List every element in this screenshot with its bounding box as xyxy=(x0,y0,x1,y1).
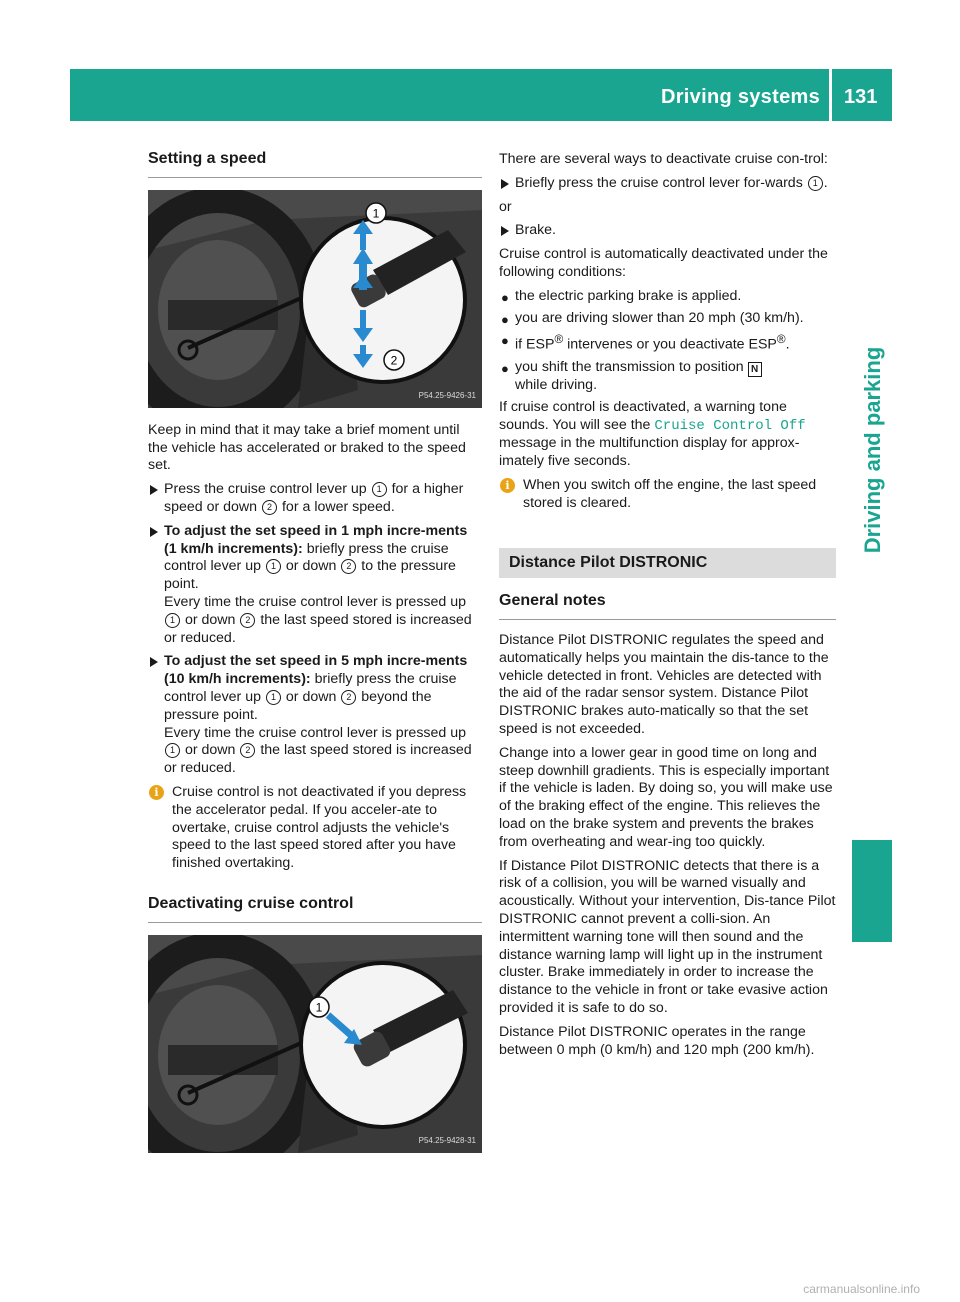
callout-number: 2 xyxy=(262,500,277,515)
bullet-icon: ● xyxy=(501,311,509,327)
text: for a higher speed or down xyxy=(164,481,464,515)
text: If cruise control is deactivated, a warning tone sounds. You will see the xyxy=(499,398,787,433)
info-icon: i xyxy=(149,785,164,800)
callout-number: 2 xyxy=(341,559,356,574)
callout-number: 2 xyxy=(240,743,255,758)
text: or down xyxy=(285,558,337,575)
info-icon: i xyxy=(500,478,515,493)
callout-number: 1 xyxy=(165,743,180,758)
text: Cruise control is not deactivated if you depress the accelerator pedal. If you acceler-ate to overtake, cruise control adjusts the vehicle's speed to the last speed stored after you have finished overtaking. xyxy=(172,783,467,872)
bullet-item xyxy=(499,359,836,395)
section-heading-deactivating: Deactivating cruise control xyxy=(148,895,482,923)
text: or down xyxy=(285,688,337,705)
right-column xyxy=(499,151,836,1065)
callout-number: 1 xyxy=(165,613,180,628)
side-tab-block xyxy=(852,840,892,942)
text: the last speed stored is increased or reduced. xyxy=(164,611,472,646)
callout-number: 2 xyxy=(341,690,356,705)
text: or down xyxy=(184,611,236,628)
page-number: 131 xyxy=(844,86,878,108)
text: to the pressure point. xyxy=(164,558,456,593)
text: for a lower speed. xyxy=(281,498,395,515)
bullet-icon: ● xyxy=(501,360,509,376)
figure-setting-speed xyxy=(148,190,482,408)
paragraph: Distance Pilot DISTRONIC regulates the speed and automatically helps you maintain the dis-tance to the vehicle detected in front. Vehicles are detected with the aid of the radar sensor system. Distance Pilot DISTRONIC brakes auto-matically so that the set speed is not exceeded. xyxy=(499,632,829,738)
action-arrow-icon xyxy=(501,226,509,236)
text: intervenes or you deactivate ESP xyxy=(567,337,777,354)
text: . xyxy=(823,174,828,191)
text: message in the multifunction display for approx-imately five seconds. xyxy=(499,435,800,470)
callout-number: 1 xyxy=(372,482,387,497)
header-divider xyxy=(829,69,832,121)
bullet-item xyxy=(499,310,836,328)
bullet-icon: ● xyxy=(501,289,509,305)
figure-label-1: 1 xyxy=(372,206,380,221)
left-column xyxy=(148,150,482,1167)
text: while driving. xyxy=(515,376,598,393)
cockpit-illustration xyxy=(148,935,482,1153)
info-note xyxy=(148,784,482,873)
callout-number: 1 xyxy=(266,559,281,574)
gear-n-icon: N xyxy=(748,362,762,377)
text: or down xyxy=(184,742,236,759)
paragraph xyxy=(499,399,836,471)
bullet-item xyxy=(499,288,836,306)
paragraph: There are several ways to deactivate cruise con-trol: xyxy=(499,151,828,167)
action-arrow-icon xyxy=(150,485,158,495)
figure-label-1: 1 xyxy=(315,1000,323,1015)
figure-label-2: 2 xyxy=(390,353,398,368)
section-heading-distronic: Distance Pilot DISTRONIC xyxy=(499,548,836,578)
paragraph: Distance Pilot DISTRONIC operates in the range between 0 mph (0 km/h) and 120 mph (200 km/h). xyxy=(499,1023,815,1058)
text: you are driving slower than 20 mph (30 km/h). xyxy=(515,309,804,326)
bold-lead: To adjust the set speed in 5 mph incre-ments (10 km/h increments): xyxy=(164,653,468,688)
bold-lead: To adjust the set speed in 1 mph incre-ments (1 km/h increments): xyxy=(164,522,468,557)
text: Briefly press the cruise control lever for-wards xyxy=(515,174,803,191)
action-arrow-icon xyxy=(150,657,158,667)
figure-caption: P54.25-9426-31 xyxy=(418,391,476,400)
text: Every time the cruise control lever is pressed up xyxy=(164,593,467,610)
side-tab-text: Driving and parking xyxy=(860,346,885,554)
text: if ESP xyxy=(515,337,555,354)
text: Press the cruise control lever up xyxy=(164,481,367,498)
figure-caption: P54.25-9428-31 xyxy=(418,1135,476,1145)
bullet-item xyxy=(499,331,836,355)
watermark: carmanualsonline.info xyxy=(803,1282,920,1296)
callout-number: 1 xyxy=(266,690,281,705)
callout-number: 1 xyxy=(808,176,823,191)
bullet-icon: ● xyxy=(501,333,509,349)
action-item xyxy=(499,175,836,193)
cockpit-illustration xyxy=(148,190,482,408)
action-arrow-icon xyxy=(501,179,509,189)
registered-mark: ® xyxy=(776,332,786,347)
text: briefly press the cruise control lever up xyxy=(164,540,449,575)
section-heading-setting-speed: Setting a speed xyxy=(148,150,482,178)
text: the electric parking brake is applied. xyxy=(515,287,742,304)
paragraph: If Distance Pilot DISTRONIC detects that there is a risk of a collision, you will be warned visually and acoustically. Without your intervention, Dis-tance Pilot DISTRONIC cannot prevent a colli-sion. An intermittent warning tone will then sound and the distance warning lamp will light up in the instrument cluster. Brake immediately in order to increase the distance to the vehicle in front or take evasive action provided it is safe to do so. xyxy=(499,857,836,1017)
paragraph: Keep in mind that it may take a brief moment until the vehicle has accelerated or braked to the speed set. xyxy=(148,421,466,474)
text: briefly press the cruise control lever up xyxy=(164,671,457,705)
text: Every time the cruise control lever is pressed up xyxy=(164,724,467,741)
action-item xyxy=(499,222,836,240)
side-tab-label xyxy=(855,300,891,600)
text: the last speed stored is increased or reduced. xyxy=(164,742,472,777)
text: beyond the pressure point. xyxy=(164,688,432,723)
subheading-general-notes: General notes xyxy=(499,592,836,620)
figure-deactivating xyxy=(148,935,482,1153)
paragraph: Change into a lower gear in good time on long and steep downhill gradients. This is especially important if the vehicle is laden. By doing so, you will make use of the braking effect of the engine. This relieves the load on the brake system and prevents the brakes from overheating and wear-ing too quickly. xyxy=(499,744,833,850)
text: Brake. xyxy=(515,222,557,239)
text: When you switch off the engine, the last speed stored is cleared. xyxy=(523,476,817,511)
paragraph-or: or xyxy=(499,198,512,215)
callout-number: 2 xyxy=(240,613,255,628)
action-item xyxy=(148,653,482,778)
info-note xyxy=(499,477,836,513)
registered-mark: ® xyxy=(554,332,564,347)
display-message: Cruise Control Off xyxy=(654,417,806,434)
text: . xyxy=(785,337,790,354)
chapter-title: Driving systems xyxy=(660,86,820,108)
action-arrow-icon xyxy=(150,527,158,537)
action-item xyxy=(148,523,482,648)
paragraph: Cruise control is automatically deactivated under the following conditions: xyxy=(499,246,828,280)
action-item xyxy=(148,481,482,517)
text: you shift the transmission to position xyxy=(515,358,744,375)
